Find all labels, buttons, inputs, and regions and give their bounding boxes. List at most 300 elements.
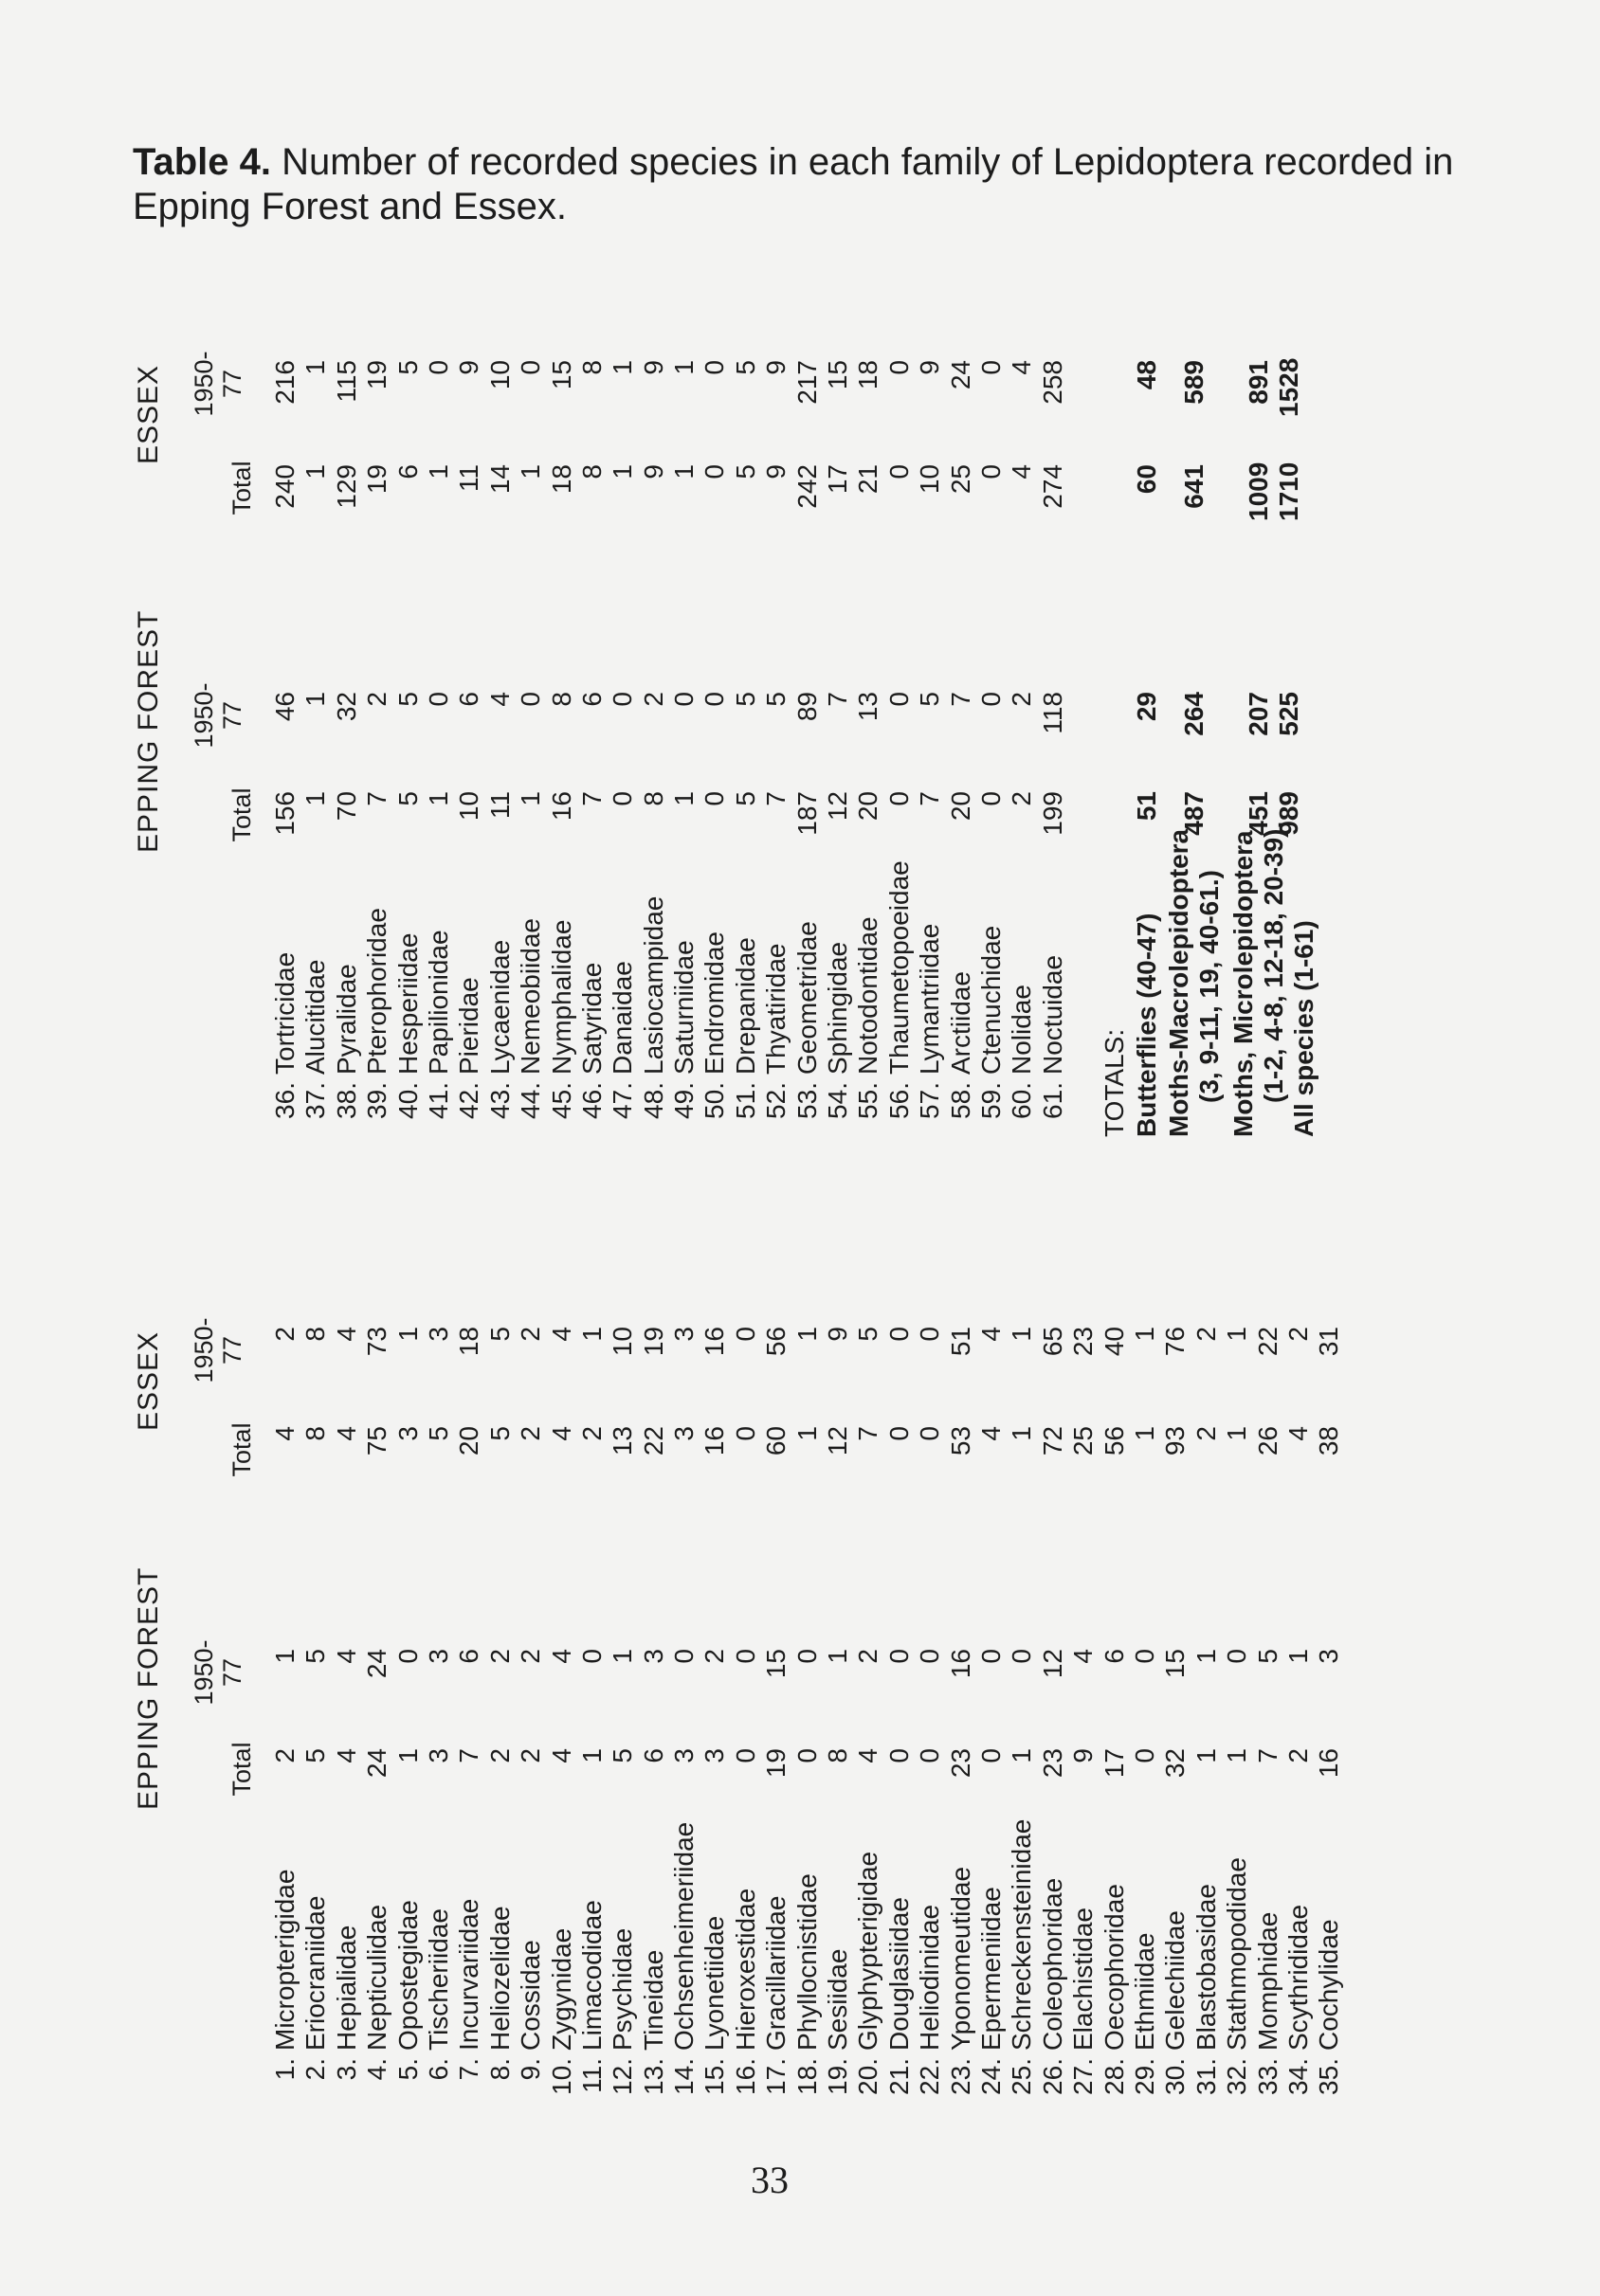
epping-since-1950: 15 [1160,1649,1191,1679]
epping-since-1950: 5 [1252,1649,1282,1664]
essex-since-1950: 4 [331,1327,361,1342]
essex-since-1950: 216 [270,360,300,405]
row-number: 6. [423,2058,453,2081]
family-name: Lasiocampidae [638,895,668,1075]
essex-total: 10 [915,464,945,495]
family-name: Incurvariidae [454,1898,484,2051]
family-name: Opostegidae [392,1900,423,2051]
butterflies-label: Butterflies (40-47) [1132,913,1161,1137]
epping-since-1950: 0 [700,692,730,707]
epping-total: 2 [1007,791,1037,806]
family-name: Lymantriidae [915,923,945,1075]
essex-since-1950: 5 [730,360,760,375]
epping-since-1950: 5 [761,692,791,707]
essex-since-1950: 1 [576,1327,607,1342]
epping-total: 5 [730,791,760,806]
epping-since-1950: 5 [730,692,760,707]
essex-total: 1 [669,464,700,479]
col-ef-since: 1950- 77 [190,1639,246,1706]
epping-since-1950: 5 [392,692,423,707]
epping-total: 1 [516,791,546,806]
essex-since-1950: 1 [300,360,331,375]
family-name: Yponomeutidae [945,1866,975,2051]
family-name: Pterophoridae [362,908,392,1075]
family-name: Endromidae [700,931,730,1075]
macro-es-since: 589 [1179,360,1209,405]
essex-total: 93 [1160,1426,1191,1456]
essex-total: 2 [576,1426,607,1441]
epping-since-1950: 0 [669,692,700,707]
row-number: 8. [484,2058,515,2081]
epping-since-1950: 5 [300,1649,331,1664]
family-name: Sesiidae [823,1948,853,2051]
epping-since-1950: 0 [1129,1649,1159,1664]
essex-total: 4 [975,1426,1006,1441]
essex-total: 8 [576,464,607,479]
micro-ef-total: 451 [1244,791,1273,836]
row-number: 56. [883,1082,914,1119]
epping-since-1950: 0 [915,1649,945,1664]
essex-total: 60 [761,1426,791,1456]
epping-total: 0 [700,791,730,806]
family-name: Zygynidae [546,1927,576,2051]
essex-total: 53 [945,1426,975,1456]
family-name: Epermeniidae [975,1887,1006,2051]
col-ef-since: 1950- 77 [190,682,246,749]
epping-total: 0 [791,1748,822,1763]
epping-total: 16 [1314,1748,1344,1779]
epping-since-1950: 15 [761,1649,791,1679]
essex-total: 6 [392,464,423,479]
epping-total: 1 [1007,1748,1037,1763]
family-name: Saturniidae [669,940,700,1075]
essex-since-1950: 0 [700,360,730,375]
family-name: Lycaenidae [484,939,515,1075]
totals-block [1100,218,1422,1137]
essex-total: 0 [915,1426,945,1441]
epping-total: 5 [300,1748,331,1763]
epping-since-1950: 89 [791,692,822,722]
epping-total: 0 [915,1748,945,1763]
essex-since-1950: 1 [669,360,700,375]
essex-total: 242 [791,464,822,509]
essex-since-1950: 16 [700,1327,730,1357]
butterflies-es-total: 60 [1132,464,1161,495]
family-name: Tortricidae [270,951,300,1075]
essex-total: 0 [700,464,730,479]
family-name: Heliodinidae [915,1904,945,2051]
epping-total: 1 [669,791,700,806]
family-name: Pieridae [454,977,484,1075]
epping-since-1950: 2 [484,1649,515,1664]
family-name: Schreckensteinidae [1007,1818,1037,2051]
essex-since-1950: 1 [608,360,638,375]
all-es-total: 1710 [1274,461,1303,521]
family-name: Scythrididae [1282,1904,1313,2051]
essex-since-1950: 115 [331,360,361,403]
col-es-since: 1950- 77 [190,1317,246,1383]
essex-total: 9 [761,464,791,479]
row-number: 45. [546,1082,576,1119]
epping-total: 1 [392,1748,423,1763]
essex-since-1950: 40 [1099,1327,1129,1357]
epping-total: 17 [1099,1748,1129,1779]
caption-text: Number of recorded species in each family of Lepidoptera recorded in Epping Forest and Essex. [133,141,1454,227]
caption-label: Table 4. [133,141,271,183]
family-name: Limacodidae [576,1900,607,2051]
essex-since-1950: 0 [423,360,453,375]
epping-since-1950: 2 [853,1649,883,1664]
essex-since-1950: 1 [1007,1327,1037,1342]
row-number: 39. [362,1082,392,1119]
family-name: Thyatiridae [761,943,791,1075]
epping-total: 70 [331,791,361,822]
essex-total: 11 [454,464,484,493]
epping-since-1950: 1 [270,1649,300,1664]
essex-total: 0 [883,464,914,479]
row-number: 12. [608,2058,638,2095]
essex-total: 129 [331,464,361,509]
micro-ef-since: 207 [1244,692,1273,736]
epping-total: 7 [761,791,791,806]
row-number: 10. [546,2058,576,2095]
epping-total: 8 [638,791,668,806]
epping-total: 187 [791,791,822,836]
essex-total: 4 [1282,1426,1313,1441]
row-number: 42. [454,1082,484,1119]
essex-since-1950: 73 [362,1327,392,1357]
row-number: 55. [853,1082,883,1119]
essex-total: 38 [1314,1426,1344,1456]
row-number: 34. [1282,2058,1313,2095]
row-number: 50. [700,1082,730,1119]
epping-since-1950: 6 [454,692,484,707]
family-name: Nolidae [1007,985,1037,1075]
family-name: Tineidae [638,1949,668,2051]
epping-since-1950: 0 [608,692,638,707]
epping-since-1950: 0 [423,692,453,707]
epping-since-1950: 1 [823,1649,853,1664]
family-name: Alucitidae [300,959,331,1075]
epping-total: 3 [669,1748,700,1763]
essex-total: 13 [608,1426,638,1456]
row-number: 48. [638,1082,668,1119]
essex-total: 12 [823,1426,853,1456]
epping-since-1950: 4 [484,692,515,707]
epping-since-1950: 0 [1222,1649,1252,1664]
epping-total: 11 [484,791,515,820]
row-number: 57. [915,1082,945,1119]
essex-total: 8 [300,1426,331,1441]
epping-total: 3 [700,1748,730,1763]
micro-sublabel: (1-2, 4-8, 12-18, 20-39). [1259,821,1288,1103]
epping-total: 2 [270,1748,300,1763]
totals-heading: TOTALS: [1100,1028,1129,1137]
essex-since-1950: 8 [300,1327,331,1342]
epping-since-1950: 6 [454,1649,484,1664]
epping-total: 6 [638,1748,668,1763]
epping-since-1950: 5 [915,692,945,707]
essex-since-1950: 8 [576,360,607,375]
epping-since-1950: 0 [730,1649,760,1664]
essex-since-1950: 65 [1037,1327,1067,1357]
micro-label: Moths, Microlepidoptera [1228,830,1258,1137]
epping-total: 7 [454,1748,484,1763]
epping-since-1950: 0 [791,1649,822,1664]
essex-since-1950: 258 [1037,360,1067,405]
essex-total: 2 [516,1426,546,1441]
row-number: 54. [823,1082,853,1119]
epping-since-1950: 4 [331,1649,361,1664]
epping-since-1950: 3 [423,1649,453,1664]
epping-total: 2 [516,1748,546,1763]
epping-since-1950: 3 [1314,1649,1344,1664]
essex-since-1950: 0 [883,360,914,375]
all-ef-since: 525 [1274,692,1303,736]
essex-total: 19 [362,464,392,495]
epping-since-1950: 0 [975,692,1006,707]
essex-total: 3 [669,1426,700,1441]
family-name: Gelechiidae [1160,1910,1191,2051]
macro-ef-total: 487 [1179,791,1209,836]
epping-since-1950: 12 [1037,1649,1067,1679]
essex-since-1950: 18 [853,360,883,390]
family-name: Coleophoridae [1037,1877,1067,2051]
epping-since-1950: 2 [516,1649,546,1664]
family-name: Thaumetopoeidae [883,860,914,1075]
essex-total: 5 [730,464,760,479]
all-label: All species (1-61) [1289,920,1318,1137]
epping-total: 5 [608,1748,638,1763]
essex-since-1950: 2 [516,1327,546,1342]
essex-since-1950: 217 [791,360,822,405]
row-number: 3. [331,2058,361,2081]
family-name: Eriocraniidae [300,1895,331,2051]
family-name: Nepticulidae [362,1904,392,2051]
family-name: Ochsenheimeriidae [669,1821,700,2051]
epping-total: 1 [1222,1748,1252,1763]
essex-total: 25 [945,464,975,495]
epping-total: 24 [362,1748,392,1779]
epping-since-1950: 0 [883,692,914,707]
essex-since-1950: 2 [270,1327,300,1342]
essex-total: 0 [883,1426,914,1441]
essex-since-1950: 1 [1222,1327,1252,1342]
epping-since-1950: 0 [975,1649,1006,1664]
epping-total: 20 [945,791,975,822]
epping-since-1950: 1 [608,1649,638,1664]
row-number: 17. [761,2058,791,2095]
essex-since-1950: 3 [669,1327,700,1342]
row-number: 58. [945,1082,975,1119]
row-number: 53. [791,1082,822,1119]
row-number: 21. [883,2058,914,2095]
epping-since-1950: 1 [1282,1649,1313,1664]
row-number: 13. [638,2058,668,2095]
epping-since-1950: 8 [546,692,576,707]
epping-forest-header: EPPING FOREST [133,609,164,853]
epping-since-1950: 4 [1068,1649,1099,1664]
essex-total: 21 [853,464,883,495]
family-name: Notodontidae [853,916,883,1075]
epping-since-1950: 6 [576,692,607,707]
epping-since-1950: 2 [700,1649,730,1664]
row-number: 16. [730,2058,760,2095]
essex-total: 4 [270,1426,300,1441]
epping-since-1950: 2 [638,692,668,707]
epping-since-1950: 0 [669,1649,700,1664]
row-number: 36. [270,1082,300,1119]
family-name: Oecophoridae [1099,1884,1129,2051]
essex-since-1950: 5 [853,1327,883,1342]
epping-since-1950: 0 [576,1649,607,1664]
essex-since-1950: 2 [1282,1327,1313,1342]
family-name: Sphingidae [823,941,853,1075]
essex-since-1950: 4 [1007,360,1037,375]
epping-total: 1 [423,791,453,806]
epping-total: 9 [1068,1748,1099,1763]
epping-total: 20 [853,791,883,822]
family-name: Elachistidae [1068,1907,1099,2051]
row-number: 29. [1129,2058,1159,2095]
row-number: 19. [823,2058,853,2095]
epping-total: 3 [423,1748,453,1763]
essex-total: 0 [975,464,1006,479]
epping-since-1950: 4 [546,1649,576,1664]
epping-total: 19 [761,1748,791,1779]
page-number: 33 [751,2159,789,2201]
epping-total: 4 [331,1748,361,1763]
essex-total: 1 [791,1426,822,1441]
row-number: 52. [761,1082,791,1119]
row-number: 18. [791,2058,822,2095]
epping-since-1950: 7 [945,692,975,707]
essex-since-1950: 0 [883,1327,914,1342]
essex-total: 26 [1252,1426,1282,1456]
essex-since-1950: 0 [730,1327,760,1342]
family-name: Arctiidae [945,971,975,1075]
essex-total: 4 [331,1426,361,1441]
essex-since-1950: 76 [1160,1327,1191,1357]
col-es-total: Total [227,1422,256,1477]
col-ef-total: Total [227,787,256,842]
micro-es-total: 1009 [1244,461,1273,521]
all-es-since: 1528 [1274,357,1303,417]
essex-since-1950: 5 [484,1327,515,1342]
row-number: 14. [669,2058,700,2095]
essex-since-1950: 24 [945,360,975,390]
row-number: 5. [392,2058,423,2081]
row-number: 61. [1037,1082,1067,1119]
family-name: Blastobasidae [1191,1884,1221,2051]
essex-total: 5 [423,1426,453,1441]
epping-since-1950: 2 [362,692,392,707]
butterflies-es-since: 48 [1132,360,1161,390]
epping-total: 5 [392,791,423,806]
essex-total: 1 [300,464,331,479]
epping-total: 199 [1037,791,1067,836]
essex-since-1950: 9 [823,1327,853,1342]
row-number: 46. [576,1082,607,1119]
epping-total: 2 [1282,1748,1313,1763]
row-number: 60. [1007,1082,1037,1119]
row-number: 32. [1222,2058,1252,2095]
epping-total: 0 [730,1748,760,1763]
col-es-total: Total [227,461,256,515]
row-number: 40. [392,1082,423,1119]
essex-since-1950: 9 [454,360,484,375]
epping-total: 2 [484,1748,515,1763]
family-name: Stathmopodidae [1222,1857,1252,2051]
row-number: 59. [975,1082,1006,1119]
essex-total: 4 [1007,464,1037,479]
row-number: 4. [362,2058,392,2081]
family-name: Drepanidae [730,937,760,1075]
essex-since-1950: 0 [516,360,546,375]
row-number: 9. [516,2058,546,2081]
essex-since-1950: 15 [823,360,853,390]
row-number: 37. [300,1082,331,1119]
essex-total: 0 [730,1426,760,1441]
epping-total: 7 [362,791,392,806]
family-name: Tischeriidae [423,1908,453,2051]
essex-total: 1 [423,464,453,479]
family-name: Danaidae [608,961,638,1075]
epping-total: 4 [546,1748,576,1763]
family-name: Geometridae [791,921,822,1075]
col-es-since: 1950- 77 [190,351,246,417]
macro-sublabel: (3, 9-11, 19, 40-61.) [1194,870,1224,1103]
essex-since-1950: 22 [1252,1327,1282,1357]
essex-since-1950: 15 [546,360,576,390]
family-name: Lyonetiidae [700,1915,730,2051]
epping-since-1950: 32 [331,692,361,722]
row-number: 43. [484,1082,515,1119]
family-name: Heliozelidae [484,1906,515,2051]
epping-total: 12 [823,791,853,822]
essex-since-1950: 56 [761,1327,791,1357]
epping-since-1950: 13 [853,692,883,722]
row-number: 41. [423,1082,453,1119]
epping-since-1950: 6 [1099,1649,1129,1664]
family-name: Cossidae [516,1940,546,2051]
essex-total: 274 [1037,464,1067,509]
row-number: 22. [915,2058,945,2095]
row-number: 25. [1007,2058,1037,2095]
epping-total: 32 [1160,1748,1191,1779]
epping-forest-header: EPPING FOREST [133,1566,164,1810]
epping-since-1950: 118 [1037,692,1067,734]
row-number: 11. [576,2058,607,2093]
row-number: 27. [1068,2058,1099,2095]
essex-since-1950: 2 [1191,1327,1221,1342]
epping-since-1950: 3 [638,1649,668,1664]
family-name: Nemeobiidae [516,918,546,1075]
essex-total: 1 [608,464,638,479]
epping-since-1950: 24 [362,1649,392,1679]
macro-ef-since: 264 [1179,692,1209,736]
family-name: Ethmiidae [1129,1932,1159,2051]
family-name: Gracillariidae [761,1895,791,2051]
epping-total: 16 [546,791,576,822]
family-name: Hepialidae [331,1925,361,2051]
essex-total: 7 [853,1426,883,1441]
row-number: 7. [454,2058,484,2081]
epping-total: 1 [1191,1748,1221,1763]
family-name: Nymphalidae [546,919,576,1075]
col-ef-total: Total [227,1742,256,1797]
epping-total: 156 [270,791,300,836]
